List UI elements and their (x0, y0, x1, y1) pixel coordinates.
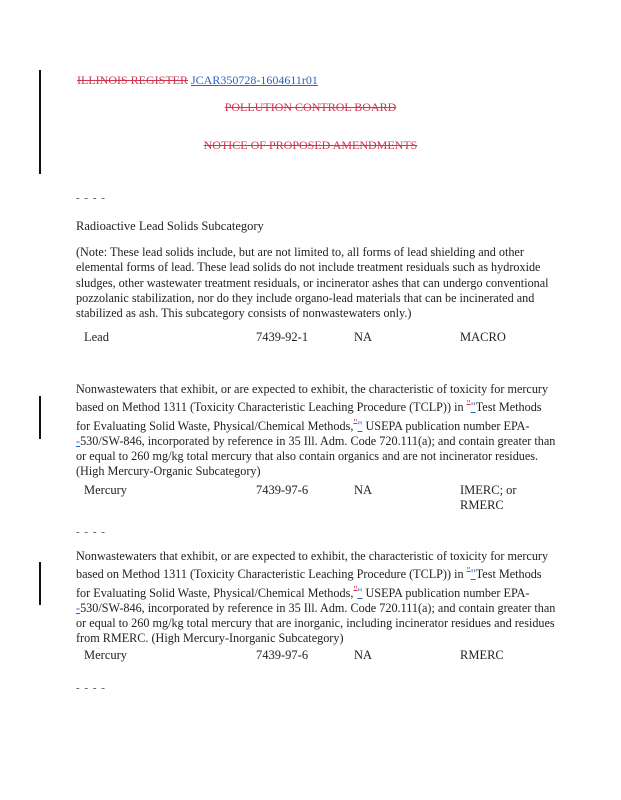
row-constituent: Lead (84, 330, 109, 344)
row-constituent: Mercury (84, 483, 128, 497)
subcategory-note: (Note: These lead solids include, but are not limited to, all forms of lead shielding and other elemental forms of lead. These lead solids do not include treatment residuals such as hydroxide sludges, other wastewater treatment residuals, or incinerator ashes that can undergo conventional pozzolanic stabilization, nor do they include organo-lead materials that can be incinerated and stabilized as ash. This subcategory consists of nonwastewaters only.) (76, 245, 549, 321)
subcategory-title: Radioactive Lead Solids Subcategory (76, 219, 264, 233)
separator: - - - - (76, 526, 106, 538)
row-wastewater-standard: NA (354, 330, 373, 344)
register-header (77, 73, 318, 88)
subcategory-description: Nonwastewaters that exhibit, or are expected to exhibit, the characteristic of toxicity for mercury based on Method 1311 (Toxicity Characteristic Leaching Procedure (TCLP)) in ""Test Methods for Evaluating Solid Waste, Physical/Chemical Methods,"" USEPA publication number EPA--530/SW-846, incorporated by reference in 35 Ill. Adm. Code 720.111(a); and contain greater than or equal to 260 mg/kg total mercury that are inorganic, including incinerator residues and residues from RMERC. (High Mercury-Inorganic Subcategory) (76, 549, 556, 646)
row-wastewater-standard: NA (354, 648, 373, 662)
notice-title: NOTICE OF PROPOSED AMENDMENTS (203, 138, 418, 152)
row-nonwastewater-standard: IMERC; or RMERC (460, 483, 517, 512)
row-nonwastewater-standard: RMERC (460, 648, 504, 662)
row-constituent: Mercury (84, 648, 128, 662)
row-cas-number: 7439-92-1 (256, 330, 309, 344)
inserted-quote-mark: " (470, 400, 476, 415)
inserted-dash-mark: - (76, 433, 81, 448)
row-nonwastewater-standard: MACRO (460, 330, 506, 344)
deleted-quote-mark: " (466, 399, 471, 411)
deleted-register-title: ILLINOIS REGISTER (77, 73, 188, 87)
revision-bar (39, 396, 41, 439)
row-cas-number: 7439-97-6 (256, 483, 309, 497)
subcategory-description: Nonwastewaters that exhibit, or are expected to exhibit, the characteristic of toxicity for mercury based on Method 1311 (Toxicity Characteristic Leaching Procedure (TCLP)) in ""Test Methods for Evaluating Solid Waste, Physical/Chemical Methods,"" USEPA publication number EPA--530/SW-846, incorporated by reference in 35 Ill. Adm. Code 720.111(a); and contain greater than or equal to 260 mg/kg total mercury that also contain organics and are not incinerator residues. (High Mercury-Organic Subcategory) (76, 382, 556, 479)
row-wastewater-standard: NA (354, 483, 373, 497)
inserted-register-id: JCAR350728-1604611r01 (191, 73, 318, 87)
revision-bar (39, 70, 41, 174)
separator: - - - - (76, 192, 106, 204)
row-cas-number: 7439-97-6 (256, 648, 309, 662)
revision-bar (39, 562, 41, 605)
board-title: POLLUTION CONTROL BOARD (224, 100, 397, 114)
separator: - - - - (76, 682, 106, 694)
